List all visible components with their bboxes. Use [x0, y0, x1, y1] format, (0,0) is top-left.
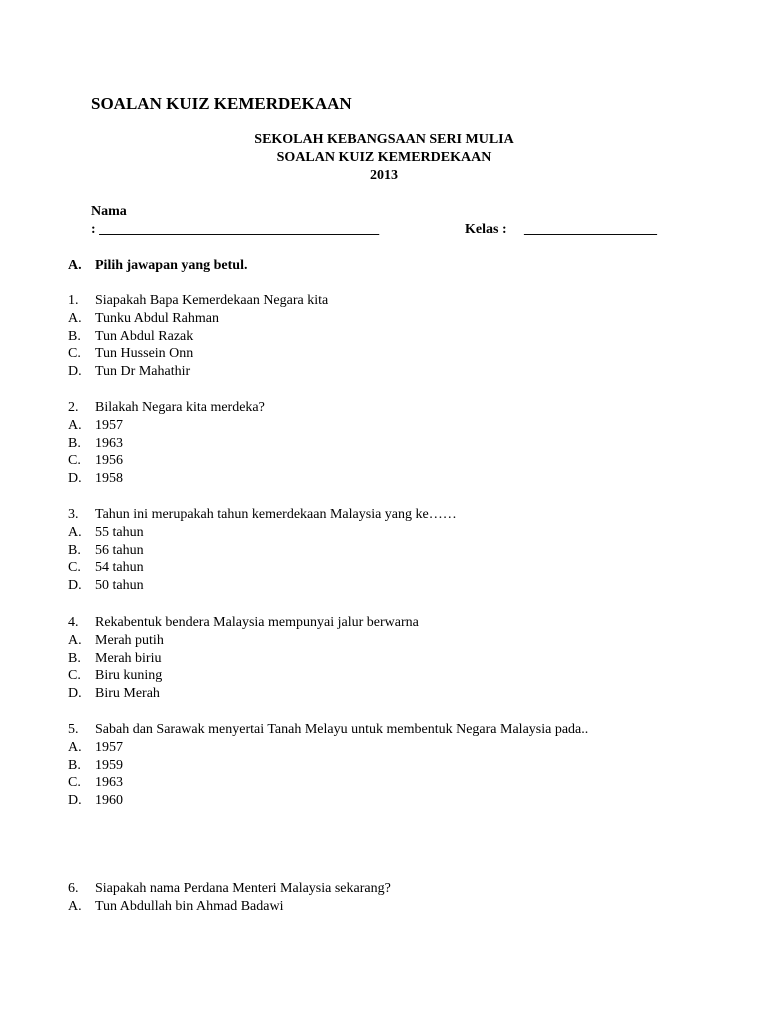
option-text: Biru kuning [95, 668, 163, 684]
quiz-year: 2013 [370, 168, 398, 183]
question-text: Rekabentuk bendera Malaysia mempunyai jalur berwarna [95, 615, 419, 630]
option-text: 54 tahun [95, 560, 144, 576]
option-label: D. [68, 686, 82, 702]
option-text: Tunku Abdul Rahman [95, 310, 219, 326]
question-text: Bilakah Negara kita merdeka? [95, 400, 265, 415]
question-text: Siapakah Bapa Kemerdekaan Negara kita [95, 293, 329, 308]
option-text: Tun Dr Mahathir [95, 364, 191, 380]
document-title: SOALAN KUIZ KEMERDEKAAN [91, 94, 352, 113]
option-text: Tun Hussein Onn [95, 346, 194, 362]
option-text: Merah biriu [95, 650, 162, 666]
option-text: Merah putih [95, 632, 164, 648]
option-text: 1957 [95, 417, 123, 433]
option-label: B. [68, 650, 81, 666]
option-label: D. [68, 578, 82, 594]
option-label: B. [68, 757, 81, 773]
option-label: A. [68, 898, 82, 914]
option-label: D. [68, 364, 82, 380]
option-text: 1956 [95, 453, 123, 469]
question-number: 2. [68, 400, 79, 415]
option-label: C. [68, 775, 81, 791]
option-text: 56 tahun [95, 542, 144, 558]
question-number: 1. [68, 293, 79, 308]
option-label: D. [68, 471, 82, 487]
kelas-label: Kelas : [465, 222, 507, 237]
nama-field[interactable]: : ________________________________________ [91, 222, 380, 237]
option-label: A. [68, 310, 82, 326]
option-label: C. [68, 453, 81, 469]
question-number: 6. [68, 881, 79, 896]
kelas-field[interactable]: ___________________ [524, 222, 657, 237]
option-text: Tun Abdul Razak [95, 328, 194, 344]
option-text: Biru Merah [95, 686, 160, 702]
option-label: A. [68, 524, 82, 540]
option-label: C. [68, 668, 81, 684]
question-text: Tahun ini merupakah tahun kemerdekaan Malaysia yang ke…… [95, 507, 457, 522]
question-number: 3. [68, 507, 79, 522]
section-letter: A. [68, 258, 82, 273]
option-label: A. [68, 739, 82, 755]
question-number: 4. [68, 615, 79, 630]
question-text: Siapakah nama Perdana Menteri Malaysia sekarang? [95, 881, 391, 896]
question-text: Sabah dan Sarawak menyertai Tanah Melayu untuk membentuk Negara Malaysia pada.. [95, 722, 589, 737]
option-label: B. [68, 542, 81, 558]
option-text: 55 tahun [95, 524, 144, 540]
option-text: 1958 [95, 471, 123, 487]
option-text: 1963 [95, 775, 123, 791]
option-text: 1960 [95, 793, 123, 809]
nama-label: Nama [91, 204, 127, 219]
option-text: 1957 [95, 739, 123, 755]
option-text: 50 tahun [95, 578, 144, 594]
option-label: C. [68, 560, 81, 576]
school-name: SEKOLAH KEBANGSAAN SERI MULIA [254, 132, 514, 147]
option-label: A. [68, 632, 82, 648]
option-label: D. [68, 793, 82, 809]
quiz-title: SOALAN KUIZ KEMERDEKAAN [276, 150, 492, 165]
option-label: A. [68, 417, 82, 433]
option-label: B. [68, 435, 81, 451]
option-text: 1963 [95, 435, 123, 451]
option-text: 1959 [95, 757, 123, 773]
question-number: 5. [68, 722, 79, 737]
option-text: Tun Abdullah bin Ahmad Badawi [95, 898, 284, 914]
option-label: C. [68, 346, 81, 362]
option-label: B. [68, 328, 81, 344]
section-instruction: Pilih jawapan yang betul. [95, 258, 248, 273]
